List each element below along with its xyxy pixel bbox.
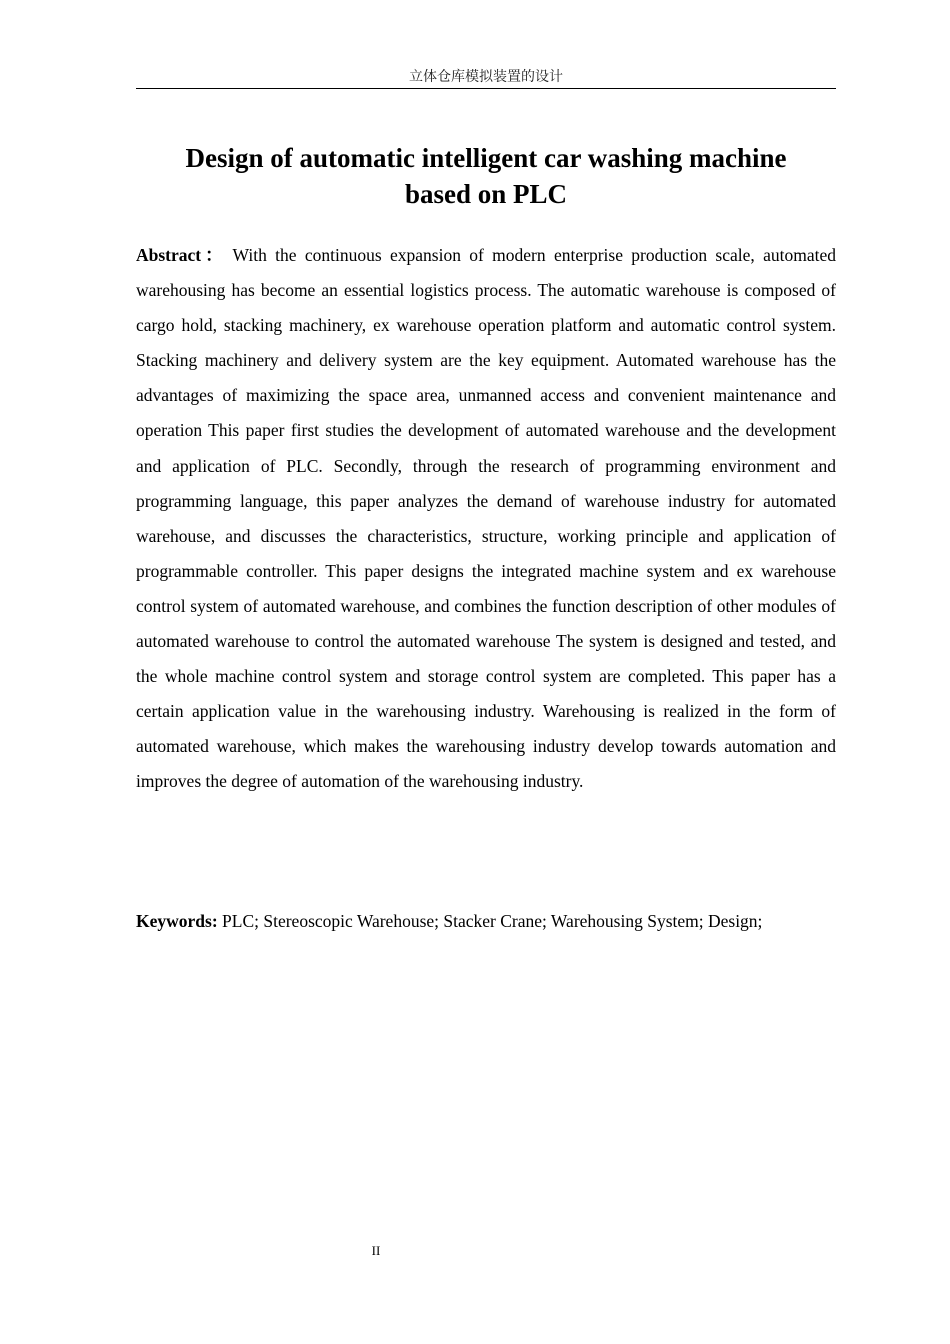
keywords-text: PLC; Stereoscopic Warehouse; Stacker Crane; Warehousing System; Design; — [222, 911, 763, 931]
abstract-paragraph — [136, 238, 836, 800]
abstract-text: With the continuous expansion of modern enterprise production scale, automated warehousing has become an essential logistics process. The automatic warehouse is composed of cargo hold, stacking machinery, ex warehouse operation platform and automatic control system. Stacking machinery and delivery system are the key equipment. Automated warehouse has the advantages of maximizing the space area, unmanned access and convenient maintenance and operation This paper first studies the development of automated warehouse and the development and application of PLC. Secondly, through the research of programming environment and programming language, this paper analyzes the demand of warehouse industry for automated warehouse, and discusses the characteristics, structure, working principle and application of programmable controller. This paper designs the integrated machine system and ex warehouse control system of automated warehouse, and combines the function description of other modules of automated warehouse to control the automated warehouse The system is designed and tested, and the whole machine control system and storage control system are completed. This paper has a certain application value in the warehousing industry. Warehousing is realized in the form of automated warehouse, which makes the warehousing industry develop towards automation and improves the degree of automation of the warehousing industry. — [136, 245, 836, 792]
running-header — [136, 66, 836, 89]
keywords-label: Keywords: — [136, 911, 218, 931]
paper-title — [136, 140, 836, 212]
paper-title-line-1: Design of automatic intelligent car washing machine — [185, 143, 787, 173]
running-title: 立体仓库模拟装置的设计 — [409, 69, 563, 85]
paper-title-line-2: based on PLC — [404, 179, 568, 209]
abstract-label: Abstract： — [136, 245, 227, 265]
page-number: II — [371, 1243, 381, 1258]
keywords-paragraph — [136, 906, 856, 936]
